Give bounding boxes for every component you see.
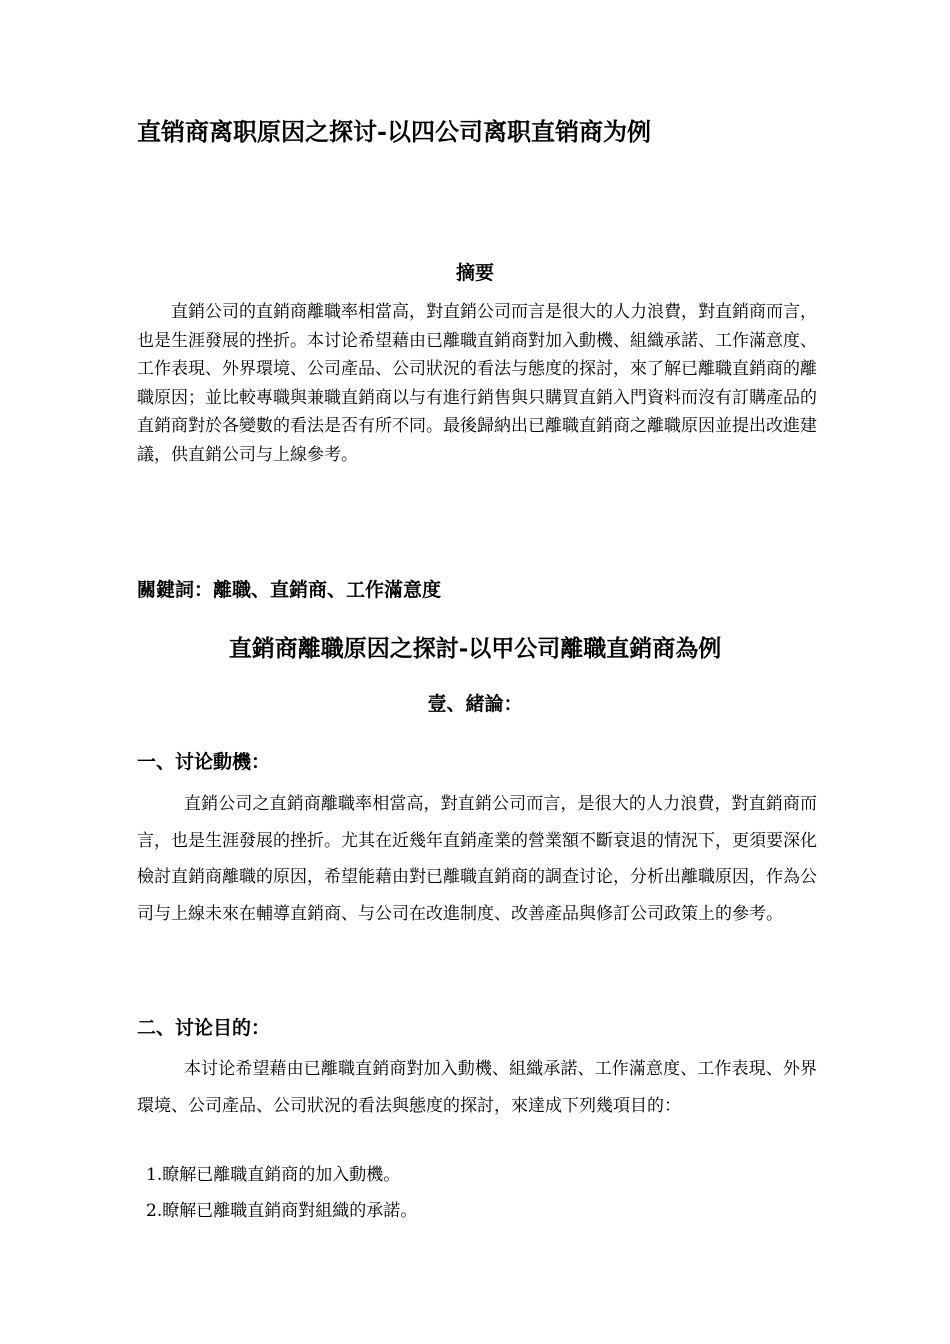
list-item: 2.瞭解已離職直銷商對組織的承諾。	[146, 1201, 418, 1221]
section-body-purpose: 本讨论希望藉由已離職直銷商對加入動機、組織承諾、工作滿意度、工作表現、外界環境、公司產品、公司狀況的看法與態度的探討，來達成下列幾項目的：	[137, 1059, 817, 1116]
keywords-label: 關鍵詞：	[137, 579, 214, 601]
section-heading-motivation: 一、讨论動機：	[137, 751, 271, 773]
section-body-motivation: 直銷公司之直銷商離職率相當高，對直銷公司而言，是很大的人力浪費，對直銷商而言，也是生涯發展的挫折。尤其在近幾年直銷產業的營業額不斷衰退的情況下，更須要深化檢討直銷商離職的原因，希望能藉由對已離職直銷商的調查讨论，分析出離職原因，作為公司与上線未來在輔導直銷商、与公司在改進制度、改善產品與修訂公司政策上的參考。	[137, 794, 817, 924]
chapter-heading: 壹、緒論：	[427, 693, 523, 715]
section-heading-purpose: 二、讨论目的：	[137, 1017, 271, 1039]
document-title: 直销商离职原因之探讨-以四公司离职直销商为例	[137, 117, 651, 146]
abstract-body: 直銷公司的直銷商離職率相當高，對直銷公司而言是很大的人力浪費，對直銷商而言，也是生涯發展的挫折。本讨论希望藉由已離職直銷商對加入動機、組織承諾、工作滿意度、工作表現、外界環境、公司產品、公司狀況的看法与態度的探討，來了解已離職直銷商的離職原因；並比較專職與兼職直銷商以与有進行銷售與只購買直銷入門資料而沒有訂購產品的直銷商對於各變數的看法是否有所不同。最後歸納出已離職直銷商之離職原因並提出改進建議，供直銷公司与上線參考。	[137, 302, 817, 465]
purpose-list	[146, 1157, 417, 1229]
main-title: 直銷商離職原因之探討-以甲公司離職直銷商為例	[228, 635, 722, 662]
list-item: 1.瞭解已離職直銷商的加入動機。	[146, 1165, 401, 1185]
keywords-line	[137, 575, 441, 602]
abstract-heading: 摘要	[455, 262, 494, 284]
keywords-value: 離職、直銷商、工作滿意度	[213, 579, 442, 601]
